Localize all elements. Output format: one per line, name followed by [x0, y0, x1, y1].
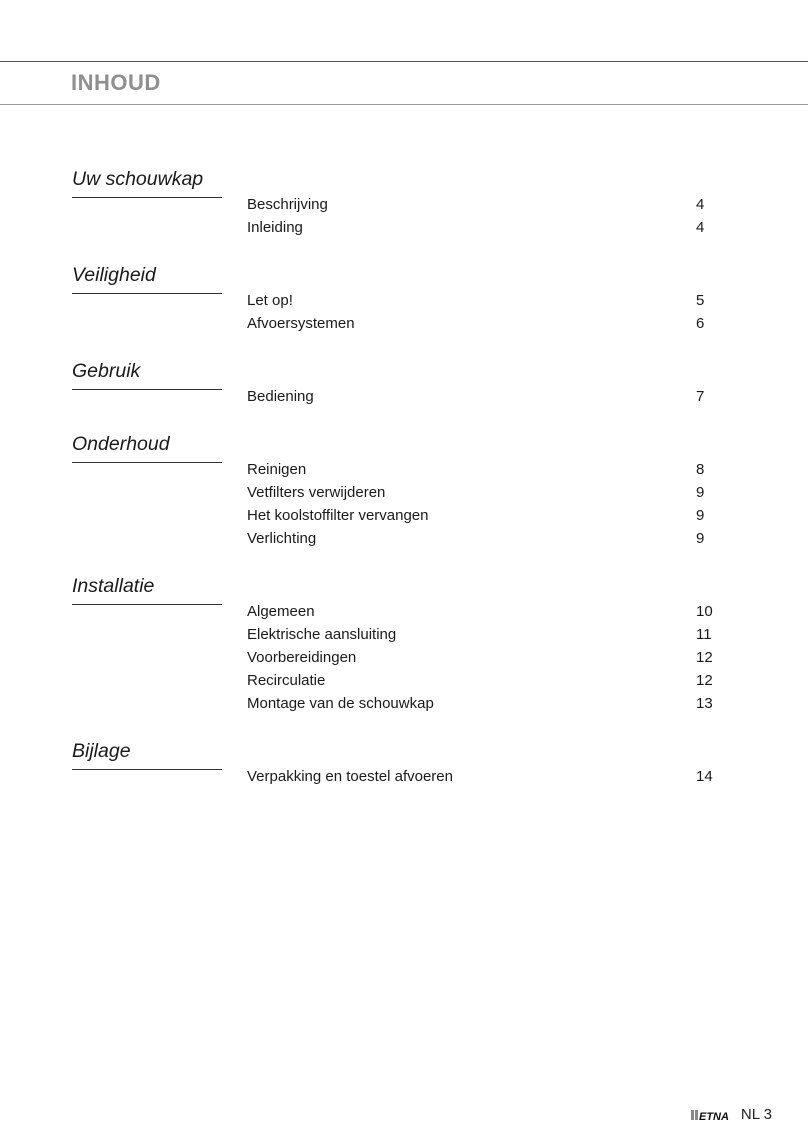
- toc-entry[interactable]: [0, 216, 808, 239]
- toc-entry-page: 12: [696, 649, 713, 666]
- toc-entry-page: 4: [696, 196, 705, 213]
- toc-entry-label: Het koolstoffilter vervangen: [247, 507, 429, 524]
- section-title: Onderhoud: [72, 433, 170, 455]
- toc-entry-label: Vetfilters verwijderen: [247, 484, 386, 501]
- toc-entry-label: Bediening: [247, 388, 314, 405]
- toc-section: [0, 262, 808, 335]
- section-title: Veiligheid: [72, 264, 156, 286]
- toc-entry-page: 13: [696, 695, 713, 712]
- etna-logo: [691, 1108, 729, 1122]
- page-number: NL 3: [740, 1106, 772, 1123]
- toc-entry-label: Algemeen: [247, 603, 315, 620]
- toc-entry[interactable]: [0, 458, 808, 481]
- toc-entry-label: Elektrische aansluiting: [247, 626, 397, 643]
- toc-entry-page: 4: [696, 219, 705, 236]
- toc-entry-page: 6: [696, 315, 705, 332]
- toc-section: [0, 573, 808, 715]
- toc-entry[interactable]: [0, 646, 808, 669]
- section-title: Bijlage: [72, 740, 131, 762]
- toc-entry-page: 8: [696, 461, 705, 478]
- toc-entry-label: Verpakking en toestel afvoeren: [247, 768, 453, 785]
- toc-entry[interactable]: [0, 193, 808, 216]
- toc-entry-page: 10: [696, 603, 713, 620]
- toc-entry-page: 5: [696, 292, 705, 309]
- toc-entry-label: Reinigen: [247, 461, 307, 478]
- footer: [691, 1106, 772, 1123]
- toc-entry[interactable]: [0, 527, 808, 550]
- toc-entry-page: 9: [696, 507, 705, 524]
- toc-entry-label: Inleiding: [247, 219, 303, 236]
- toc-entry-label: Voorbereidingen: [247, 649, 357, 666]
- section-title: Uw schouwkap: [72, 168, 204, 190]
- toc-entry[interactable]: [0, 669, 808, 692]
- toc-entry-page: 11: [696, 626, 712, 643]
- page-title: INHOUD: [71, 70, 161, 95]
- toc-entry-page: 9: [696, 484, 705, 501]
- toc-section: [0, 431, 808, 550]
- toc-entry-label: Verlichting: [247, 530, 317, 547]
- toc-entry[interactable]: [0, 600, 808, 623]
- toc-entry[interactable]: [0, 765, 808, 788]
- toc-entry-label: Let op!: [247, 292, 293, 309]
- toc-entry-label: Beschrijving: [247, 196, 328, 213]
- toc-entry[interactable]: [0, 692, 808, 715]
- toc-entry[interactable]: [0, 312, 808, 335]
- toc-section: [0, 738, 808, 788]
- toc-entry-page: 12: [696, 672, 713, 689]
- toc-entry-page: 14: [696, 768, 713, 785]
- toc-section: [0, 358, 808, 408]
- top-rule: [0, 61, 808, 62]
- toc-entry-page: 7: [696, 388, 705, 405]
- toc-entry[interactable]: [0, 623, 808, 646]
- toc-entry[interactable]: [0, 289, 808, 312]
- section-title: Installatie: [72, 575, 155, 597]
- toc-section: [0, 166, 808, 239]
- toc-entry[interactable]: [0, 481, 808, 504]
- title-rule: [0, 104, 808, 105]
- toc-entry-page: 9: [696, 530, 705, 547]
- section-title: Gebruik: [72, 360, 141, 382]
- logo-text: ETNA: [698, 1110, 729, 1122]
- toc-entry[interactable]: [0, 504, 808, 527]
- toc-entry-label: Recirculatie: [247, 672, 326, 689]
- toc-entry[interactable]: [0, 385, 808, 408]
- toc-entry-label: Montage van de schouwkap: [247, 695, 434, 712]
- table-of-contents: [0, 166, 808, 811]
- toc-entry-label: Afvoersystemen: [247, 315, 355, 332]
